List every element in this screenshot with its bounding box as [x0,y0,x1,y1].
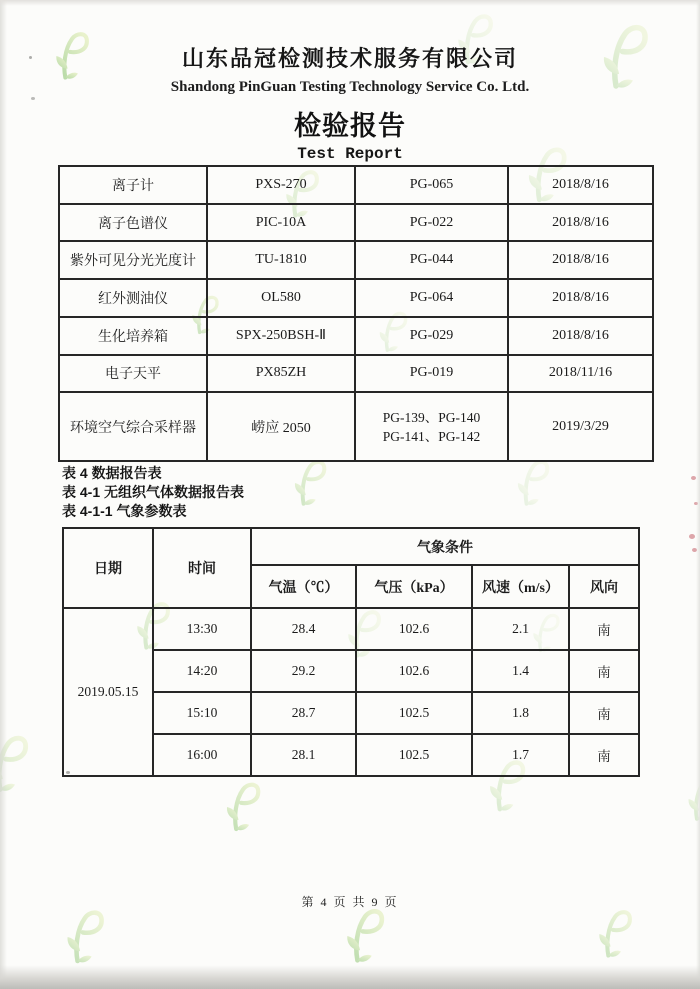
wind-speed-value: 1.8 [472,692,569,734]
equipment-model: PXS-270 [207,166,355,204]
leaf-logo-watermark [594,908,636,960]
equipment-code: PG-029 [355,317,508,355]
equipment-date: 2019/3/29 [508,392,653,461]
scan-edge-right [696,0,700,989]
equipment-code: PG-064 [355,279,508,317]
equipment-code: PG-065 [355,166,508,204]
dust-speck [29,56,32,59]
equipment-date: 2018/11/16 [508,355,653,393]
equipment-name: 红外测油仪 [59,279,207,317]
wind-direction-value: 南 [569,650,639,692]
temperature-value: 29.2 [251,650,356,692]
equipment-name: 离子色谱仪 [59,204,207,242]
equipment-date: 2018/8/16 [508,241,653,279]
leaf-logo-watermark [224,772,262,842]
header-wind-direction: 风向 [569,565,639,608]
table-row [59,355,653,393]
equipment-model: TU-1810 [207,241,355,279]
leaf-logo-watermark [64,908,106,966]
leaf-logo-watermark [290,458,330,508]
equipment-code-line1: PG-139、PG-140 [382,409,481,425]
equipment-code-line2: PG-141、PG-142 [382,428,481,444]
table-row [59,279,653,317]
equipment-code: PG-044 [355,241,508,279]
equipment-model: PX85ZH [207,355,355,393]
wind-speed-value: 1.7 [472,734,569,776]
header-time: 时间 [153,528,251,608]
equipment-name: 电子天平 [59,355,207,393]
pressure-value: 102.6 [356,650,472,692]
header-date: 日期 [63,528,153,608]
temperature-value: 28.1 [251,734,356,776]
time-value: 16:00 [153,734,251,776]
section-labels [62,464,244,521]
page-number: 第 4 页 共 9 页 [301,895,399,909]
stamp-bleed-speck [689,534,695,539]
dust-speck [66,771,70,774]
equipment-date: 2018/8/16 [508,279,653,317]
report-title-en: Test Report [297,145,403,163]
pressure-value: 102.5 [356,734,472,776]
pressure-value: 102.5 [356,692,472,734]
table-row [59,317,653,355]
report-title-cn: 检验报告 [294,111,406,141]
table-row [59,204,653,242]
equipment-code: PG-022 [355,204,508,242]
header-temperature: 气温（℃） [251,565,356,608]
equipment-name: 生化培养箱 [59,317,207,355]
section-label-table4-1: 表 4-1 无组织气体数据报告表 [62,484,245,500]
table-row [59,166,653,204]
company-name-en: Shandong PinGuan Testing Technology Service Co. Ltd. [170,79,530,95]
wind-direction-value: 南 [569,692,639,734]
table-row [63,608,639,650]
wind-speed-value: 2.1 [472,608,569,650]
equipment-model: 崂应 2050 [207,392,355,461]
pressure-value: 102.6 [356,608,472,650]
header-wind-speed: 风速（m/s） [472,565,569,608]
table-row [63,528,639,565]
equipment-code [355,392,508,461]
scan-edge-left [0,0,7,989]
temperature-value: 28.4 [251,608,356,650]
dust-speck [31,97,35,100]
equipment-date: 2018/8/16 [508,204,653,242]
time-value: 14:20 [153,650,251,692]
section-label-table4: 表 4 数据报告表 [62,465,162,481]
leaf-logo-watermark [512,458,554,508]
equipment-model: SPX-250BSH-Ⅱ [207,317,355,355]
equipment-name: 紫外可见分光光度计 [59,241,207,279]
header-weather-conditions: 气象条件 [251,528,639,565]
wind-direction-value: 南 [569,608,639,650]
wind-direction-value: 南 [569,734,639,776]
scan-edge-top [0,0,700,6]
equipment-date: 2018/8/16 [508,317,653,355]
table-row [59,241,653,279]
time-value: 13:30 [153,608,251,650]
table-row [59,392,653,461]
date-value: 2019.05.15 [63,608,153,776]
scan-edge-bottom [0,965,700,989]
temperature-value: 28.7 [251,692,356,734]
section-label-table4-1-1: 表 4-1-1 气象参数表 [62,503,187,519]
time-value: 15:10 [153,692,251,734]
header-pressure: 气压（kPa） [356,565,472,608]
equipment-code: PG-019 [355,355,508,393]
equipment-name: 离子计 [59,166,207,204]
wind-speed-value: 1.4 [472,650,569,692]
equipment-model: OL580 [207,279,355,317]
equipment-name: 环境空气综合采样器 [59,392,207,461]
equipment-table [58,165,654,462]
leaf-logo-watermark [344,906,386,966]
equipment-date: 2018/8/16 [508,166,653,204]
weather-table [62,527,640,777]
company-name-cn: 山东品冠检测技术服务有限公司 [181,46,518,71]
equipment-model: PIC-10A [207,204,355,242]
